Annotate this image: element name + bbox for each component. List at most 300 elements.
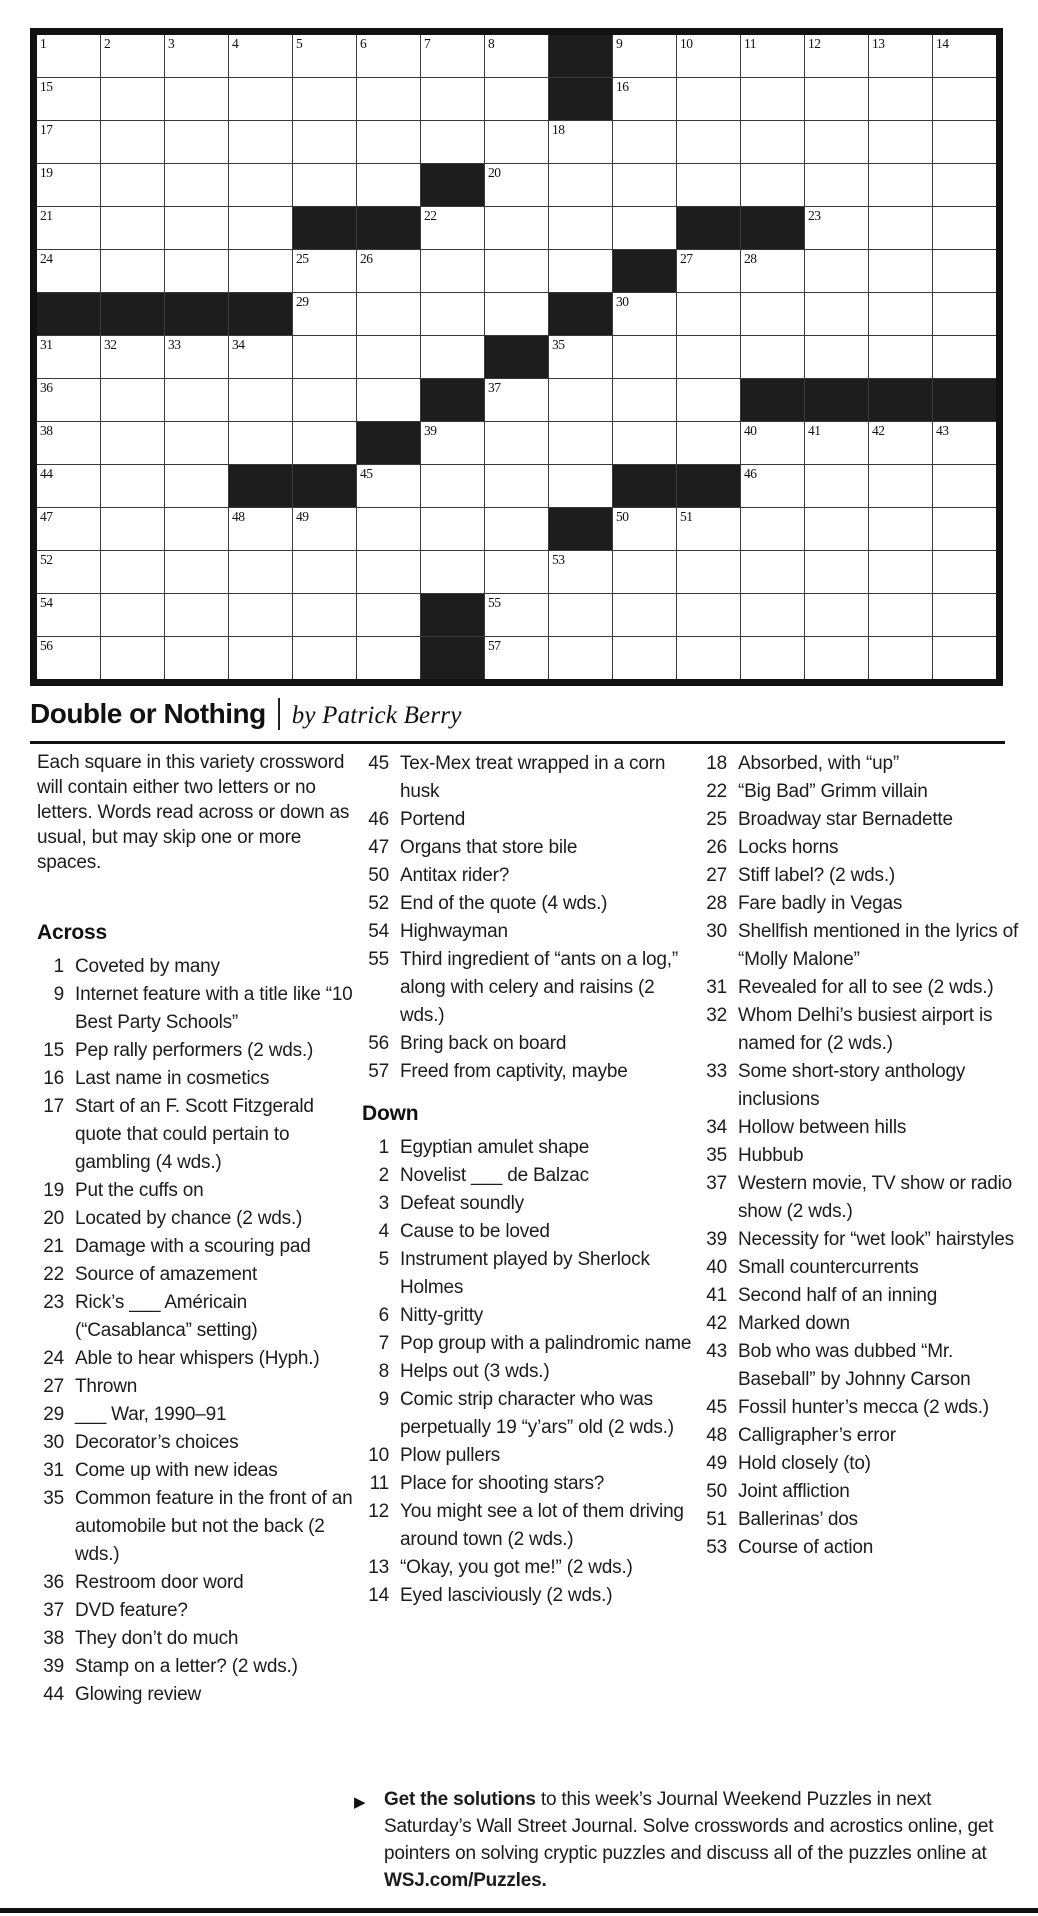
grid-cell[interactable] xyxy=(613,164,676,206)
grid-cell[interactable] xyxy=(165,551,228,593)
grid-cell[interactable] xyxy=(549,207,612,249)
clue-number: 11 xyxy=(369,1473,389,1494)
grid-cell[interactable] xyxy=(741,78,804,120)
grid-cell[interactable] xyxy=(357,250,420,292)
grid-cell[interactable] xyxy=(805,78,868,120)
grid-cell[interactable] xyxy=(805,121,868,163)
grid-block xyxy=(421,637,484,679)
clue-item xyxy=(700,1142,1032,1170)
clue-item xyxy=(37,981,357,1037)
grid-block xyxy=(613,465,676,507)
grid-cell[interactable] xyxy=(741,35,804,77)
clue-number: 51 xyxy=(706,1509,727,1530)
grid-cell[interactable] xyxy=(741,551,804,593)
grid-cell[interactable] xyxy=(165,465,228,507)
grid-cell[interactable] xyxy=(229,164,292,206)
grid-cell[interactable] xyxy=(357,336,420,378)
clue-number: 18 xyxy=(706,753,727,774)
clue-item xyxy=(362,1358,694,1386)
across-heading: Across xyxy=(37,921,108,944)
grid-cell[interactable] xyxy=(869,293,932,335)
grid-cell[interactable] xyxy=(357,637,420,679)
grid-cell[interactable] xyxy=(677,637,740,679)
grid-cell[interactable] xyxy=(101,78,164,120)
clue-item xyxy=(362,1582,694,1610)
grid-cell[interactable] xyxy=(293,164,356,206)
grid-cell[interactable] xyxy=(229,207,292,249)
grid-cell[interactable] xyxy=(101,336,164,378)
grid-cell[interactable] xyxy=(549,379,612,421)
grid-cell[interactable] xyxy=(613,78,676,120)
grid-cell[interactable] xyxy=(933,551,996,593)
grid-cell[interactable] xyxy=(677,594,740,636)
grid-cell[interactable] xyxy=(549,594,612,636)
grid-cell[interactable] xyxy=(805,637,868,679)
clue-number: 57 xyxy=(368,1061,389,1082)
clue-text: Some short-story anthology inclusions xyxy=(738,1061,966,1110)
grid-cell[interactable] xyxy=(229,637,292,679)
grid-cell[interactable] xyxy=(357,379,420,421)
clue-item xyxy=(37,1373,357,1401)
clue-item xyxy=(37,953,357,981)
clue-item xyxy=(700,1394,1032,1422)
clue-number: 3 xyxy=(378,1193,389,1214)
grid-cell[interactable] xyxy=(869,164,932,206)
clue-text: Third ingredient of “ants on a log,” along with celery and raisins (2 wds.) xyxy=(400,949,678,1026)
grid-cell[interactable] xyxy=(101,508,164,550)
clue-text: Tex-Mex treat wrapped in a corn husk xyxy=(400,753,666,802)
grid-cell[interactable] xyxy=(805,35,868,77)
grid-block xyxy=(677,465,740,507)
grid-cell[interactable] xyxy=(229,594,292,636)
grid-cell[interactable] xyxy=(293,594,356,636)
grid-cell[interactable] xyxy=(485,465,548,507)
grid-cell[interactable] xyxy=(293,35,356,77)
grid-cell[interactable] xyxy=(357,293,420,335)
grid-cell-number: 57 xyxy=(488,638,501,653)
grid-cell[interactable] xyxy=(869,465,932,507)
clue-item xyxy=(362,750,694,806)
clue-item xyxy=(37,1065,357,1093)
grid-cell[interactable] xyxy=(869,637,932,679)
grid-cell[interactable] xyxy=(357,78,420,120)
clue-number: 28 xyxy=(706,893,727,914)
grid-cell-number: 16 xyxy=(616,79,629,94)
grid-cell[interactable] xyxy=(485,207,548,249)
clue-item xyxy=(700,890,1032,918)
grid-block xyxy=(613,250,676,292)
grid-cell[interactable] xyxy=(485,551,548,593)
grid-cell[interactable] xyxy=(677,336,740,378)
grid-cell[interactable] xyxy=(37,508,100,550)
grid-cell[interactable] xyxy=(165,35,228,77)
grid-cell[interactable] xyxy=(293,637,356,679)
grid-cell[interactable] xyxy=(357,508,420,550)
grid-cell[interactable] xyxy=(421,250,484,292)
grid-cell[interactable] xyxy=(37,164,100,206)
grid-cell-number: 23 xyxy=(808,208,821,223)
grid-cell[interactable] xyxy=(165,336,228,378)
grid-cell[interactable] xyxy=(869,78,932,120)
grid-cell[interactable] xyxy=(37,637,100,679)
grid-cell[interactable] xyxy=(293,78,356,120)
grid-cell[interactable] xyxy=(357,121,420,163)
clue-text: Bob who was dubbed “Mr. Baseball” by Johnny Carson xyxy=(738,1341,971,1390)
grid-cell[interactable] xyxy=(869,207,932,249)
clue-number: 6 xyxy=(378,1305,389,1326)
clue-item xyxy=(37,1597,357,1625)
grid-cell[interactable] xyxy=(293,336,356,378)
grid-cell[interactable] xyxy=(101,422,164,464)
grid-cell[interactable] xyxy=(741,465,804,507)
grid-cell[interactable] xyxy=(101,379,164,421)
clue-number: 37 xyxy=(706,1173,727,1194)
grid-cell[interactable] xyxy=(485,422,548,464)
grid-cell[interactable] xyxy=(37,250,100,292)
grid-cell[interactable] xyxy=(549,121,612,163)
grid-cell[interactable] xyxy=(101,551,164,593)
clue-number: 49 xyxy=(706,1453,727,1474)
grid-cell[interactable] xyxy=(421,35,484,77)
grid-cell[interactable] xyxy=(933,250,996,292)
grid-cell[interactable] xyxy=(165,164,228,206)
clue-number: 16 xyxy=(43,1068,64,1089)
grid-cell[interactable] xyxy=(421,422,484,464)
clue-text: Start of an F. Scott Fitzgerald quote that could pertain to gambling (4 wds.) xyxy=(75,1096,314,1173)
grid-cell[interactable] xyxy=(677,35,740,77)
grid-cell[interactable] xyxy=(101,465,164,507)
grid-cell[interactable] xyxy=(229,35,292,77)
grid-cell-number: 53 xyxy=(552,552,565,567)
clue-text: They don’t do much xyxy=(75,1628,239,1649)
grid-cell[interactable] xyxy=(677,250,740,292)
grid-cell[interactable] xyxy=(677,379,740,421)
grid-cell[interactable] xyxy=(293,422,356,464)
grid-block xyxy=(805,379,868,421)
grid-cell[interactable] xyxy=(485,594,548,636)
clue-number: 52 xyxy=(368,893,389,914)
grid-cell[interactable] xyxy=(933,78,996,120)
grid-cell[interactable] xyxy=(805,465,868,507)
grid-cell[interactable] xyxy=(165,379,228,421)
grid-cell[interactable] xyxy=(613,121,676,163)
grid-cell[interactable] xyxy=(613,637,676,679)
grid-cell[interactable] xyxy=(37,35,100,77)
grid-cell-number: 52 xyxy=(40,552,53,567)
grid-cell-number: 55 xyxy=(488,595,501,610)
grid-cell[interactable] xyxy=(165,207,228,249)
grid-cell[interactable] xyxy=(229,551,292,593)
grid-cell[interactable] xyxy=(933,508,996,550)
puzzle-byline: by Patrick Berry xyxy=(291,702,462,729)
clue-item xyxy=(362,918,694,946)
clue-number: 42 xyxy=(706,1313,727,1334)
clue-item xyxy=(362,1218,694,1246)
grid-cell[interactable] xyxy=(165,637,228,679)
clue-number: 46 xyxy=(368,809,389,830)
grid-cell[interactable] xyxy=(677,508,740,550)
grid-cell[interactable] xyxy=(869,422,932,464)
grid-cell[interactable] xyxy=(165,78,228,120)
grid-cell[interactable] xyxy=(549,164,612,206)
grid-cell[interactable] xyxy=(229,250,292,292)
grid-cell[interactable] xyxy=(805,336,868,378)
grid-cell[interactable] xyxy=(805,207,868,249)
grid-cell-number: 45 xyxy=(360,466,373,481)
grid-cell[interactable] xyxy=(485,78,548,120)
grid-cell[interactable] xyxy=(229,121,292,163)
grid-cell[interactable] xyxy=(805,551,868,593)
grid-cell[interactable] xyxy=(37,78,100,120)
grid-cell[interactable] xyxy=(165,594,228,636)
across-clues-mid xyxy=(362,750,694,1086)
grid-cell[interactable] xyxy=(613,293,676,335)
grid-cell-number: 17 xyxy=(40,122,53,137)
grid-cell-number: 49 xyxy=(296,509,309,524)
grid-cell[interactable] xyxy=(357,35,420,77)
grid-cell[interactable] xyxy=(805,293,868,335)
grid-cell[interactable] xyxy=(485,508,548,550)
grid-cell[interactable] xyxy=(229,508,292,550)
grid-cell-number: 1 xyxy=(40,36,47,51)
clue-item xyxy=(37,1289,357,1345)
grid-cell[interactable] xyxy=(229,422,292,464)
grid-cell[interactable] xyxy=(933,637,996,679)
grid-cell[interactable] xyxy=(37,594,100,636)
grid-cell[interactable] xyxy=(677,293,740,335)
clue-item xyxy=(37,1261,357,1289)
grid-cell[interactable] xyxy=(229,336,292,378)
grid-cell[interactable] xyxy=(933,293,996,335)
grid-cell[interactable] xyxy=(677,78,740,120)
clue-item xyxy=(700,834,1032,862)
grid-cell-number: 21 xyxy=(40,208,53,223)
grid-block xyxy=(421,594,484,636)
grid-block xyxy=(165,293,228,335)
grid-cell[interactable] xyxy=(421,551,484,593)
grid-cell-number: 56 xyxy=(40,638,53,653)
clue-text: End of the quote (4 wds.) xyxy=(400,893,608,914)
grid-cell[interactable] xyxy=(933,336,996,378)
grid-cell[interactable] xyxy=(741,336,804,378)
grid-cell-number: 24 xyxy=(40,251,53,266)
grid-cell[interactable] xyxy=(293,508,356,550)
grid-cell[interactable] xyxy=(741,508,804,550)
clue-number: 1 xyxy=(378,1137,389,1158)
grid-cell[interactable] xyxy=(101,164,164,206)
clue-item xyxy=(700,918,1032,974)
clue-text: Western movie, TV show or radio show (2 wds.) xyxy=(738,1173,1012,1222)
grid-cell[interactable] xyxy=(165,250,228,292)
grid-block xyxy=(549,293,612,335)
grid-cell[interactable] xyxy=(357,465,420,507)
grid-cell[interactable] xyxy=(741,121,804,163)
grid-cell[interactable] xyxy=(485,164,548,206)
grid-cell[interactable] xyxy=(613,508,676,550)
grid-cell[interactable] xyxy=(357,551,420,593)
grid-cell[interactable] xyxy=(741,164,804,206)
grid-cell[interactable] xyxy=(613,207,676,249)
clue-number: 37 xyxy=(43,1600,64,1621)
grid-cell[interactable] xyxy=(293,293,356,335)
grid-cell[interactable] xyxy=(37,121,100,163)
clue-text: ___ War, 1990–91 xyxy=(75,1404,227,1425)
grid-cell[interactable] xyxy=(37,336,100,378)
wsj-puzzles-link[interactable]: WSJ.com/Puzzles. xyxy=(384,1870,547,1891)
clue-number: 29 xyxy=(43,1404,64,1425)
grid-cell[interactable] xyxy=(485,379,548,421)
grid-cell[interactable] xyxy=(101,594,164,636)
grid-cell[interactable] xyxy=(741,637,804,679)
grid-cell[interactable] xyxy=(933,465,996,507)
clue-text: Egyptian amulet shape xyxy=(400,1137,590,1158)
grid-cell[interactable] xyxy=(37,465,100,507)
clue-text: DVD feature? xyxy=(75,1600,188,1621)
grid-cell[interactable] xyxy=(869,250,932,292)
grid-cell[interactable] xyxy=(549,250,612,292)
grid-cell[interactable] xyxy=(869,508,932,550)
clue-item xyxy=(362,1442,694,1470)
grid-cell[interactable] xyxy=(37,551,100,593)
grid-cell[interactable] xyxy=(741,422,804,464)
instructions-text: Each square in this variety crossword will contain either two letters or no letters. Words read across or down as usual, but may skip one or more spaces. xyxy=(37,752,350,873)
grid-cell[interactable] xyxy=(933,207,996,249)
grid-cell[interactable] xyxy=(613,422,676,464)
grid-cell[interactable] xyxy=(37,379,100,421)
grid-cell[interactable] xyxy=(293,250,356,292)
grid-cell[interactable] xyxy=(165,422,228,464)
grid-cell[interactable] xyxy=(293,121,356,163)
grid-cell[interactable] xyxy=(229,78,292,120)
grid-cell[interactable] xyxy=(933,164,996,206)
clue-number: 50 xyxy=(706,1481,727,1502)
grid-cell-number: 54 xyxy=(40,595,53,610)
clue-item xyxy=(700,1254,1032,1282)
grid-block xyxy=(101,293,164,335)
clue-number: 9 xyxy=(378,1389,389,1410)
grid-cell[interactable] xyxy=(549,637,612,679)
clue-number: 27 xyxy=(706,865,727,886)
clue-number: 44 xyxy=(43,1684,64,1705)
grid-block xyxy=(421,379,484,421)
grid-cell[interactable] xyxy=(677,422,740,464)
grid-cell[interactable] xyxy=(357,164,420,206)
grid-cell[interactable] xyxy=(805,422,868,464)
grid-cell[interactable] xyxy=(613,35,676,77)
grid-cell[interactable] xyxy=(677,121,740,163)
clue-number: 31 xyxy=(706,977,727,998)
grid-cell-number: 37 xyxy=(488,380,501,395)
grid-cell[interactable] xyxy=(805,164,868,206)
grid-cell[interactable] xyxy=(101,637,164,679)
clue-number: 53 xyxy=(706,1537,727,1558)
grid-cell[interactable] xyxy=(869,35,932,77)
grid-cell[interactable] xyxy=(869,551,932,593)
grid-cell[interactable] xyxy=(101,121,164,163)
grid-cell[interactable] xyxy=(357,594,420,636)
grid-cell[interactable] xyxy=(421,465,484,507)
clue-item xyxy=(700,862,1032,890)
grid-cell[interactable] xyxy=(485,121,548,163)
grid-cell[interactable] xyxy=(741,250,804,292)
grid-cell[interactable] xyxy=(101,207,164,249)
clue-text: Glowing review xyxy=(75,1684,202,1705)
grid-cell[interactable] xyxy=(421,508,484,550)
grid-cell[interactable] xyxy=(805,508,868,550)
grid-cell[interactable] xyxy=(421,293,484,335)
clue-item xyxy=(700,1058,1032,1114)
grid-cell[interactable] xyxy=(933,121,996,163)
clue-number: 56 xyxy=(368,1033,389,1054)
grid-cell-number: 6 xyxy=(360,36,367,51)
grid-cell[interactable] xyxy=(677,164,740,206)
clue-text: Necessity for “wet look” hairstyles xyxy=(738,1229,1014,1250)
grid-cell[interactable] xyxy=(741,594,804,636)
grid-cell[interactable] xyxy=(613,379,676,421)
grid-cell[interactable] xyxy=(37,207,100,249)
clue-number: 39 xyxy=(706,1229,727,1250)
clue-item xyxy=(700,1450,1032,1478)
clue-text: Stamp on a letter? (2 wds.) xyxy=(75,1656,298,1677)
grid-cell[interactable] xyxy=(869,594,932,636)
grid-block xyxy=(549,78,612,120)
clue-text: Rick’s ___ Américain (“Casablanca” setting) xyxy=(75,1292,258,1341)
grid-cell[interactable] xyxy=(869,336,932,378)
grid-cell[interactable] xyxy=(613,551,676,593)
grid-cell[interactable] xyxy=(165,508,228,550)
grid-cell[interactable] xyxy=(549,551,612,593)
grid-cell[interactable] xyxy=(293,379,356,421)
down-heading: Down xyxy=(362,1102,419,1125)
grid-cell[interactable] xyxy=(101,250,164,292)
grid-cell[interactable] xyxy=(101,35,164,77)
grid-cell[interactable] xyxy=(613,594,676,636)
grid-cell[interactable] xyxy=(421,336,484,378)
grid-cell[interactable] xyxy=(421,121,484,163)
grid-cell[interactable] xyxy=(933,594,996,636)
grid-cell[interactable] xyxy=(741,293,804,335)
grid-cell[interactable] xyxy=(933,422,996,464)
grid-cell[interactable] xyxy=(485,35,548,77)
grid-cell[interactable] xyxy=(549,422,612,464)
grid-cell[interactable] xyxy=(229,379,292,421)
grid-block xyxy=(421,164,484,206)
grid-cell[interactable] xyxy=(485,250,548,292)
grid-cell[interactable] xyxy=(933,35,996,77)
grid-cell[interactable] xyxy=(869,121,932,163)
clue-text: Course of action xyxy=(738,1537,874,1558)
grid-cell[interactable] xyxy=(37,422,100,464)
grid-cell[interactable] xyxy=(805,250,868,292)
grid-cell[interactable] xyxy=(421,78,484,120)
grid-cell[interactable] xyxy=(485,293,548,335)
grid-cell-number: 7 xyxy=(424,36,431,51)
grid-cell[interactable] xyxy=(805,594,868,636)
grid-cell[interactable] xyxy=(549,465,612,507)
grid-block xyxy=(549,35,612,77)
grid-cell[interactable] xyxy=(421,207,484,249)
grid-cell[interactable] xyxy=(613,336,676,378)
grid-cell[interactable] xyxy=(485,637,548,679)
grid-cell[interactable] xyxy=(165,121,228,163)
clue-text: Antitax rider? xyxy=(400,865,510,886)
clue-item xyxy=(362,1190,694,1218)
grid-cell[interactable] xyxy=(293,551,356,593)
clue-text: Whom Delhi’s busiest airport is named for (2 wds.) xyxy=(738,1005,993,1054)
grid-cell[interactable] xyxy=(549,336,612,378)
grid-cell[interactable] xyxy=(677,551,740,593)
grid-cell-number: 50 xyxy=(616,509,629,524)
